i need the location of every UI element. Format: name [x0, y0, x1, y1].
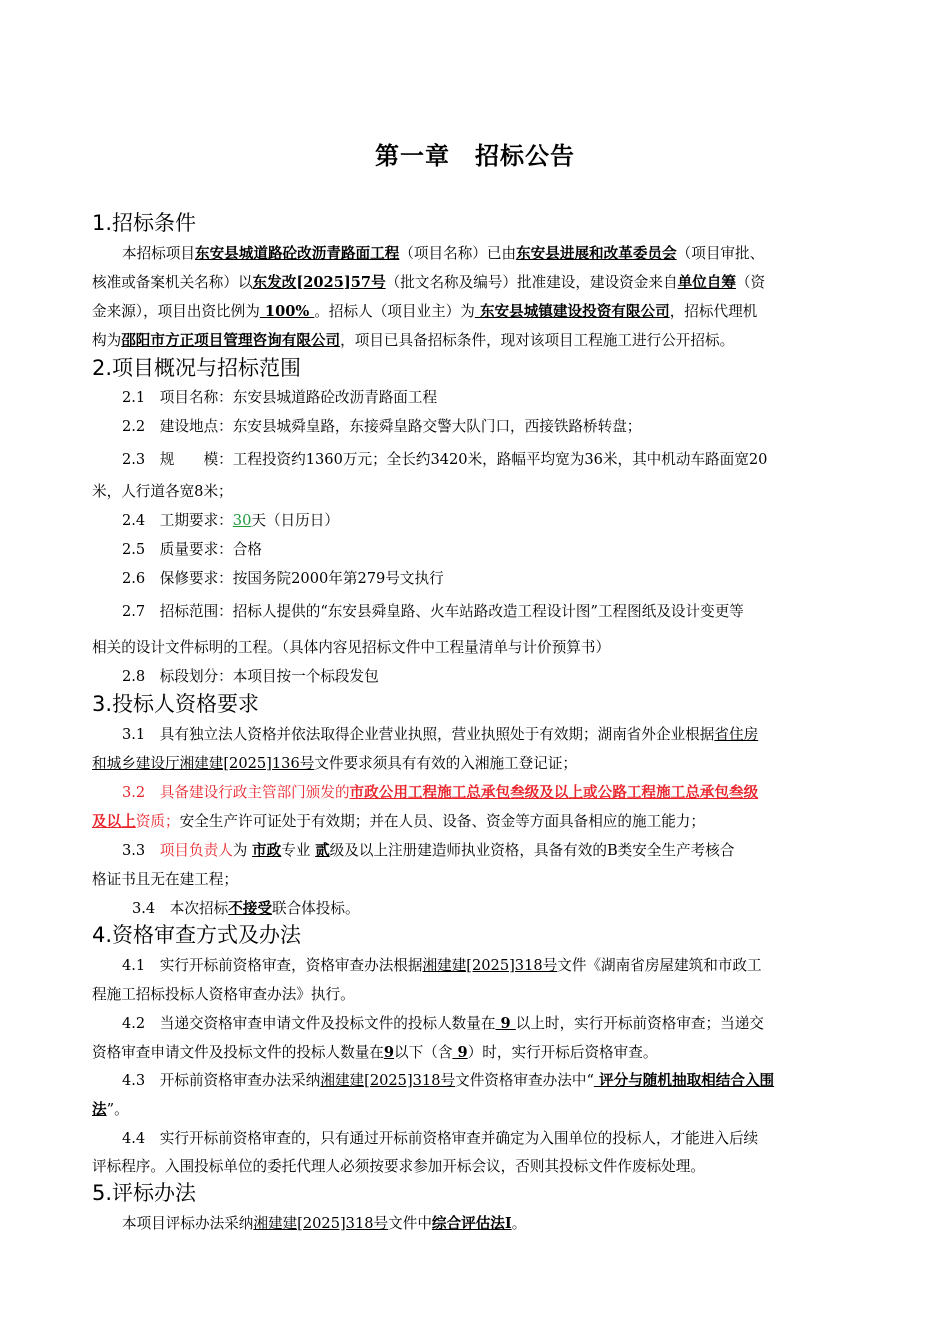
text: 4.1 实行开标前资格审查，资格审查办法根据	[122, 957, 423, 974]
bidder-count: 9	[452, 1044, 468, 1061]
text: 资质；	[135, 813, 180, 830]
text: 4.2 当递交资格审查申请文件及投标文件的投标人数量在	[122, 1015, 496, 1032]
qualification-requirement: 市政公用工程施工总承包叁级及以上或公路工程施工总承包叁级	[349, 784, 759, 801]
text: 。招标人（项目业主）为	[314, 303, 475, 320]
text: 3.3	[122, 842, 160, 859]
text: 以下（含	[394, 1044, 453, 1061]
s5-line-1	[122, 1214, 526, 1234]
item-number: 3.2	[122, 784, 160, 801]
s2-item-3-cont: 米，人行道各宽8米；	[92, 483, 233, 500]
section-2-heading: 2.项目概况与招标范围	[92, 356, 302, 380]
s2-item-3: 2.3 规 模：工程投资约1360万元；全长约3420米，路幅平均宽为36米，其中机动车路面宽20	[122, 451, 768, 468]
text: （项目名称）已由	[399, 245, 517, 262]
text: ”。	[106, 1101, 129, 1118]
section-5-heading: 5.评标办法	[92, 1181, 197, 1205]
s4-item-3-cont	[92, 1100, 129, 1120]
text: 专业	[281, 842, 316, 859]
evaluation-method: 综合评估法Ⅰ	[431, 1215, 512, 1232]
text: 本招标项目	[122, 245, 195, 262]
text: ）时，实行开标后资格审查。	[467, 1044, 658, 1061]
section-4-heading: 4.资格审查方式及办法	[92, 923, 302, 947]
s3-item-4	[132, 899, 360, 919]
s2-item-4	[122, 511, 339, 531]
text: 2.4 工期要求：	[122, 512, 233, 529]
text: 本项目评标办法采纳	[122, 1215, 254, 1232]
tender-agent: 邵阳市方正项目管理咨询有限公司	[121, 332, 341, 349]
regulation-ref: 和城乡建设厅湘建建[2025]136号	[92, 755, 315, 772]
regulation-ref: 湘建建[2025]318号	[422, 957, 558, 974]
s4-item-1	[122, 956, 762, 976]
s1-line-2	[92, 273, 765, 293]
s1-line-4	[92, 331, 734, 351]
text: 级及以上注册建造师执业资格，具备有效的B类安全生产考核合	[329, 842, 735, 859]
text: 资格审查申请文件及投标文件的投标人数量在	[92, 1044, 384, 1061]
text: 为	[232, 842, 253, 859]
s3-item-2	[122, 783, 758, 803]
text: （项目审批、	[676, 245, 765, 262]
s1-line-1	[122, 244, 764, 264]
funding-ratio: 100%	[259, 303, 315, 320]
s2-item-2: 2.2 建设地点：东安县城舜皇路，东接舜皇路交警大队门口，西接铁路桥转盘；	[122, 418, 642, 435]
s3-item-3-cont: 格证书且无在建工程；	[92, 871, 238, 888]
s1-line-3	[92, 302, 757, 322]
text: 3.4 本次招标	[132, 900, 229, 917]
approval-document: 东发改[2025]57号	[252, 274, 386, 291]
review-method: 评分与随机抽取相结合入围	[593, 1072, 775, 1089]
section-3-heading: 3.投标人资格要求	[92, 692, 260, 716]
s4-item-2-cont	[92, 1043, 657, 1063]
text: ，招标代理机	[669, 303, 758, 320]
s4-item-4-cont: 评标程序。入围投标单位的委托代理人必须按要求参加开标会议，否则其投标文件作废标处理。	[92, 1158, 705, 1175]
text: （批文名称及编号）批准建设，建设资金来自	[385, 274, 678, 291]
funding-source: 单位自筹	[677, 274, 736, 291]
approval-authority: 东安县进展和改革委员会	[516, 245, 677, 262]
s2-item-7: 2.7 招标范围：招标人提供的“东安县舜皇路、火车站路改造工程设计图”工程图纸及设计变更等	[122, 603, 744, 620]
project-name: 东安县城道路砼改沥青路面工程	[194, 245, 400, 262]
s2-item-5: 2.5 质量要求：合格	[122, 541, 262, 558]
text: 文件资格审查办法中“	[455, 1072, 594, 1089]
regulation-ref: 省住房	[714, 726, 759, 743]
text: 构为	[92, 332, 122, 349]
joint-bid-policy: 不接受	[228, 900, 272, 917]
s2-item-8: 2.8 标段划分：本项目按一个标段发包	[122, 668, 379, 685]
s3-item-2-cont	[92, 812, 705, 832]
text: 文件要求须具有有效的入湘施工登记证；	[314, 755, 578, 772]
chapter-title: 第一章 招标公告	[375, 142, 575, 170]
s2-item-7-cont: 相关的设计文件标明的工程。（具体内容见招标文件中工程量清单与计价预算书）	[92, 639, 611, 656]
text: ，项目已具备招标条件，现对该项目工程施工进行公开招标。	[340, 332, 735, 349]
text: （资	[735, 274, 766, 291]
text: 金来源），项目出资比例为	[92, 303, 260, 320]
duration-days: 30	[232, 512, 252, 529]
qualification-requirement: 及以上	[92, 813, 136, 830]
regulation-ref: 湘建建[2025]318号	[320, 1072, 456, 1089]
bidder-count: 9	[495, 1015, 516, 1032]
project-manager: 项目负责人	[159, 842, 233, 859]
text: 以上时，实行开标前资格审查；当递交	[515, 1015, 764, 1032]
tenderer: 东安县城镇建设投资有限公司	[474, 303, 670, 320]
text: 安全生产许可证处于有效期；并在人员、设备、资金等方面具备相应的施工能力；	[179, 813, 705, 830]
text: 4.3 开标前资格审查办法采纳	[122, 1072, 321, 1089]
s3-item-1	[122, 725, 758, 745]
s4-item-4: 4.4 实行开标前资格审查的，只有通过开标前资格审查并确定为入围单位的投标人，才能进入后续	[122, 1130, 759, 1147]
regulation-ref: 湘建建[2025]318号	[253, 1215, 389, 1232]
s3-item-1-cont	[92, 754, 577, 774]
s4-item-3	[122, 1071, 774, 1091]
text: 联合体投标。	[271, 900, 360, 917]
text: 文件中	[388, 1215, 432, 1232]
s4-item-2	[122, 1014, 764, 1034]
text: 。	[511, 1215, 527, 1232]
text: 具备建设行政主管部门颁发的	[159, 784, 350, 801]
review-method: 法	[92, 1101, 107, 1118]
grade: 贰	[315, 842, 330, 859]
section-1-heading: 1.招标条件	[92, 211, 197, 235]
text: 3.1 具有独立法人资格并依法取得企业营业执照，营业执照处于有效期；湖南省外企业根据	[122, 726, 715, 743]
s2-item-1: 2.1 项目名称：东安县城道路砼改沥青路面工程	[122, 389, 438, 406]
s3-item-3	[122, 841, 734, 861]
specialty: 市政	[252, 842, 282, 859]
text: 文件《湖南省房屋建筑和市政工	[557, 957, 762, 974]
bidder-count: 9	[383, 1044, 395, 1061]
text: 核准或备案机关名称）以	[92, 274, 253, 291]
s4-item-1-cont: 程施工招标投标人资格审查办法》执行。	[92, 986, 355, 1003]
text: 天（日历日）	[251, 512, 339, 529]
s2-item-6: 2.6 保修要求：按国务院2000年第279号文执行	[122, 570, 444, 587]
